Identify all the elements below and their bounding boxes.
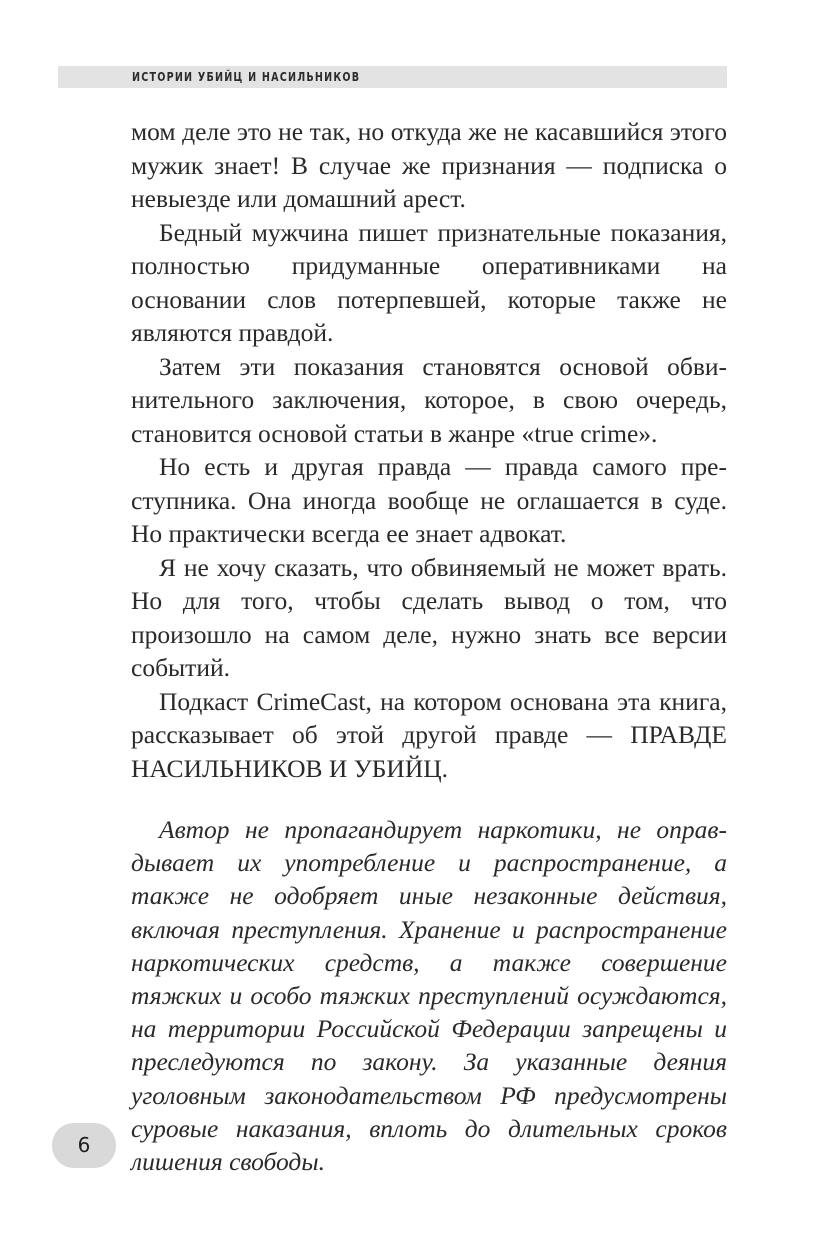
paragraph: Бедный мужчина пишет признательные показания, полностью придуманные оперативниками на основании слов потерпевшей, которые также не являются правдой. [131,217,727,347]
paragraph: Но есть и другая правда — правда самого преступника. Она иногда вообще не оглашается в суде. Но практически всегда ее знает адвокат. [131,452,727,548]
page-number: 6 [77,1133,91,1157]
paragraph: Затем эти показания становятся основой обвинительного заключения, которое, в свою очередь, становится основой статьи в жанре «true crime». [131,351,727,448]
paragraph: мом деле это не так, но откуда же не касавшийся этого мужик знает! В случае же признания — подписка о невыезде или домашний арест. [131,117,727,213]
main-text [131,115,727,785]
running-header-title: ИСТОРИИ УБИЙЦ И НАСИЛЬНИКОВ [132,70,361,84]
paragraph: Подкаст CrimeCast, на котором основана эта книга, рассказывает об этой другой правде — ПРАВДЕ НАСИЛЬНИКОВ И УБИЙЦ. [131,686,727,783]
paragraph: Я не хочу сказать, что обвиняемый не может врать. Но для того, чтобы сделать вывод о том, что произошло на самом деле, нужно знать все версии событий. [131,552,727,682]
legal-disclaimer: Автор не пропагандирует наркотики, не оправдывает их употребление и распространение, а также не одобряет иные незаконные действия, включая преступления. Хранение и распространение наркотических средств, а также совершение тяжких и особо тяжких преступлений осуждаются, на территории Российской Федерации запрещены и преследуются по закону. За указанные деяния уголовным законодательством РФ предусмотрены суровые наказания, вплоть до длительных сроков лишения свободы. [131,815,727,1177]
